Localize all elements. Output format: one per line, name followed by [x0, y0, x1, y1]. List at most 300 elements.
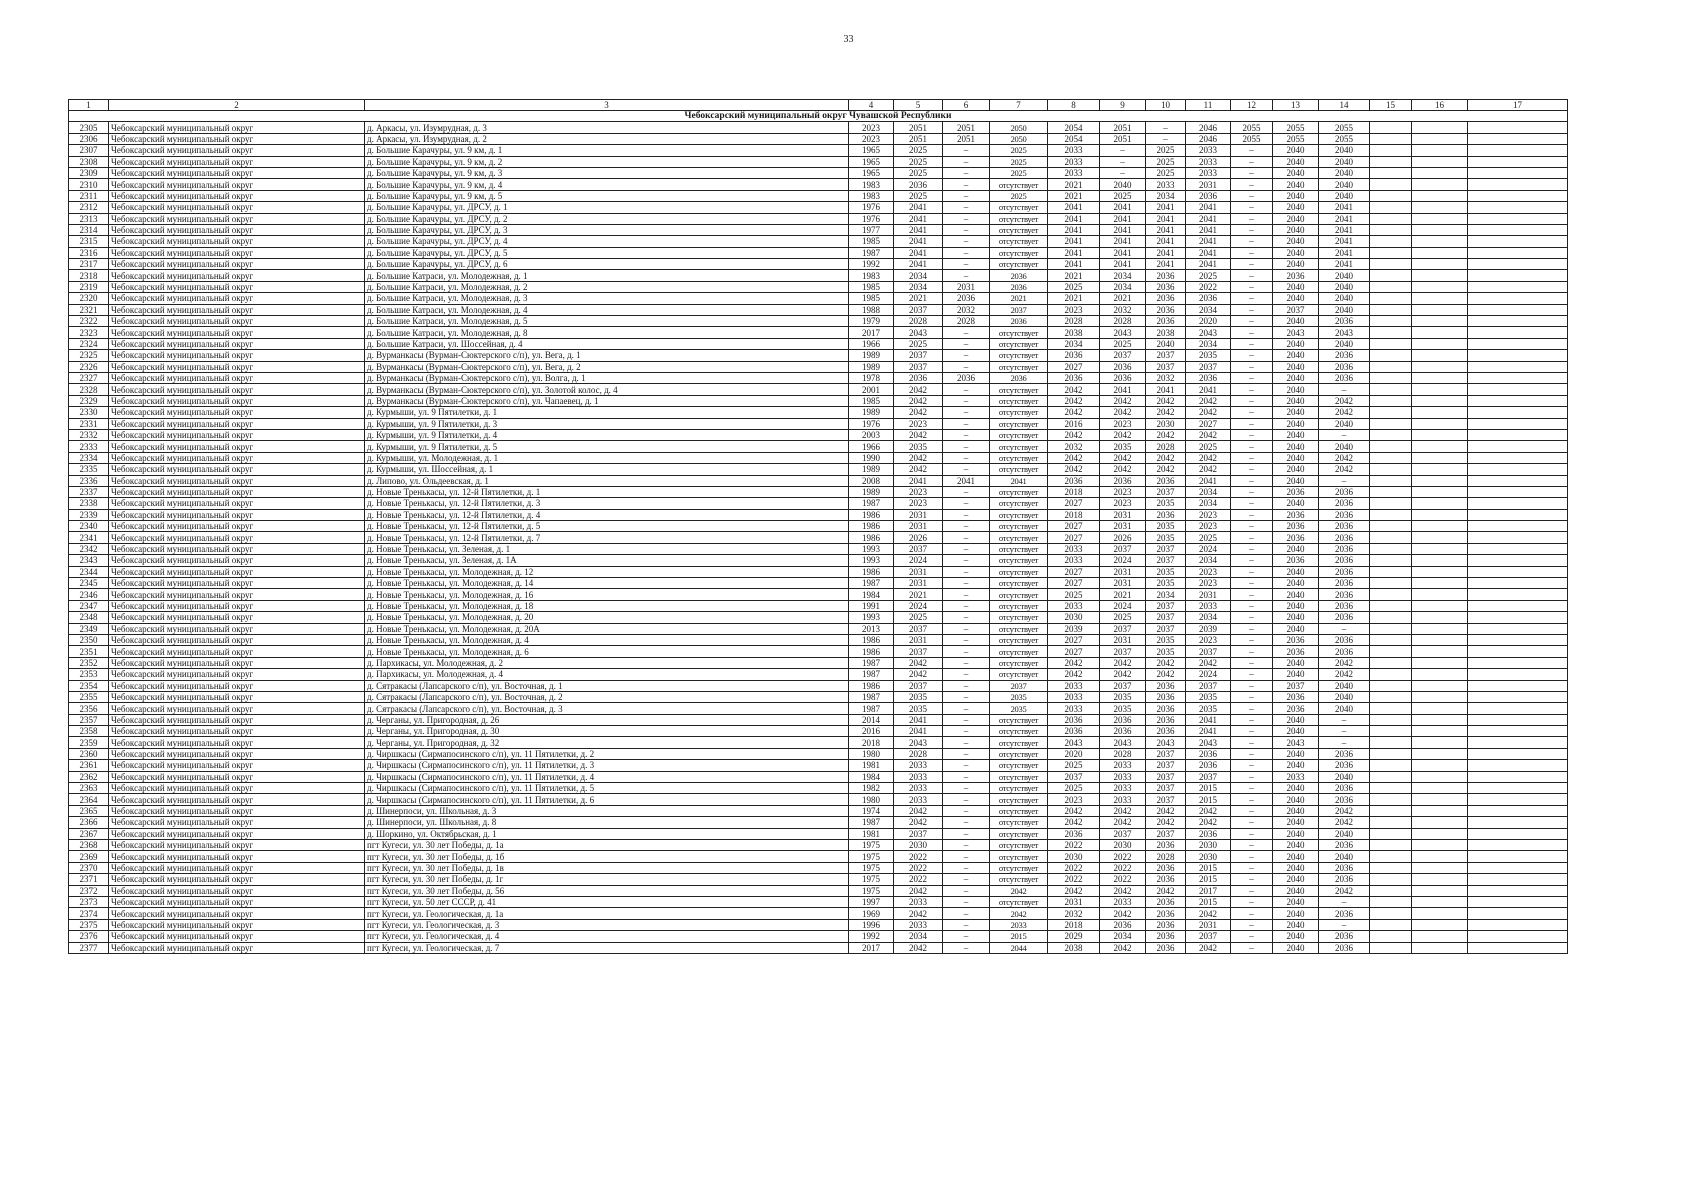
year-cell: 1987 [849, 578, 894, 589]
table-row [69, 862, 1568, 873]
value-cell: 2037 [1186, 680, 1231, 691]
row-number: 2376 [69, 931, 109, 942]
year-cell: 1993 [849, 555, 894, 566]
value-cell: 2034 [1186, 304, 1231, 315]
value-cell: 2042 [1100, 464, 1146, 475]
column-number: 2 [109, 100, 365, 111]
value-cell: 2051 [894, 122, 943, 133]
value-cell [1412, 452, 1468, 463]
year-cell: 1990 [849, 452, 894, 463]
value-cell: 2040 [1319, 828, 1370, 839]
value-cell: 2030 [1048, 612, 1100, 623]
value-cell: 2037 [1186, 361, 1231, 372]
value-cell: – [943, 600, 990, 611]
address-cell: д. Чиршкасы (Сирмапосинского с/п), ул. 11 Пятилетки, д. 5 [365, 783, 849, 794]
value-cell [1468, 817, 1568, 828]
year-cell: 1986 [849, 532, 894, 543]
value-cell: 2054 [1048, 122, 1100, 133]
value-cell: 2036 [1319, 555, 1370, 566]
value-cell: 2043 [894, 737, 943, 748]
value-cell: 2023 [894, 418, 943, 429]
value-cell: – [943, 202, 990, 213]
value-cell: 2042 [894, 942, 943, 953]
value-cell: отсутствует [990, 202, 1048, 213]
value-cell: 2015 [1186, 896, 1231, 907]
row-number: 2320 [69, 293, 109, 304]
value-cell: 2036 [1048, 350, 1100, 361]
value-cell: – [1231, 259, 1273, 270]
value-cell: – [1231, 646, 1273, 657]
table-row [69, 680, 1568, 691]
value-cell [1370, 714, 1412, 725]
value-cell: 2042 [1319, 452, 1370, 463]
value-cell: 2036 [1100, 372, 1146, 383]
value-cell: 2042 [1048, 384, 1100, 395]
address-cell: д. Вурманкасы (Вурман-Сюктерского с/п), ул. Чапаевец, д. 1 [365, 395, 849, 406]
value-cell: 2040 [1273, 783, 1319, 794]
value-cell: – [1319, 384, 1370, 395]
value-cell: 2042 [1146, 395, 1186, 406]
row-number: 2323 [69, 327, 109, 338]
municipality-cell: Чебоксарский муниципальный округ [109, 293, 365, 304]
value-cell: 2040 [1146, 338, 1186, 349]
value-cell [1370, 555, 1412, 566]
value-cell: 2040 [1273, 748, 1319, 759]
value-cell: 2027 [1048, 578, 1100, 589]
value-cell: – [1231, 771, 1273, 782]
value-cell: 2027 [1048, 521, 1100, 532]
address-cell: д. Большие Карачуры, ул. ДРСУ, д. 4 [365, 236, 849, 247]
value-cell: 2023 [1100, 418, 1146, 429]
address-cell: д. Черганы, ул. Пригородная, д. 26 [365, 714, 849, 725]
value-cell: 2036 [1319, 748, 1370, 759]
municipality-cell: Чебоксарский муниципальный округ [109, 646, 365, 657]
value-cell: отсутствует [990, 384, 1048, 395]
value-cell: – [1231, 270, 1273, 281]
row-number: 2368 [69, 840, 109, 851]
value-cell [1412, 771, 1468, 782]
value-cell: 2037 [1146, 543, 1186, 554]
value-cell: отсутствует [990, 532, 1048, 543]
value-cell: 2025 [1100, 338, 1146, 349]
value-cell: 2040 [1319, 293, 1370, 304]
value-cell [1468, 896, 1568, 907]
municipality-cell: Чебоксарский муниципальный округ [109, 862, 365, 873]
value-cell [1370, 634, 1412, 645]
value-cell: 2037 [894, 828, 943, 839]
value-cell: отсутствует [990, 896, 1048, 907]
value-cell [1370, 350, 1412, 361]
value-cell: 2028 [894, 748, 943, 759]
value-cell: – [943, 908, 990, 919]
value-cell [1370, 737, 1412, 748]
year-cell: 2017 [849, 942, 894, 953]
value-cell: 2034 [1100, 931, 1146, 942]
value-cell [1370, 475, 1412, 486]
municipality-cell: Чебоксарский муниципальный округ [109, 441, 365, 452]
value-cell: 2041 [1186, 726, 1231, 737]
value-cell: 2036 [1273, 532, 1319, 543]
value-cell [1370, 441, 1412, 452]
value-cell: 2040 [1273, 190, 1319, 201]
value-cell: 2040 [1319, 167, 1370, 178]
value-cell: 2026 [1100, 532, 1146, 543]
value-cell: – [943, 452, 990, 463]
value-cell: 2022 [1100, 862, 1146, 873]
value-cell: 2037 [1146, 828, 1186, 839]
value-cell: – [1319, 726, 1370, 737]
value-cell: 2036 [1319, 316, 1370, 327]
value-cell: 2040 [1273, 361, 1319, 372]
value-cell: 2025 [990, 190, 1048, 201]
value-cell: 2041 [1146, 202, 1186, 213]
value-cell [1370, 805, 1412, 816]
value-cell: 2043 [1319, 327, 1370, 338]
value-cell: 2040 [1319, 270, 1370, 281]
value-cell: 2033 [1048, 167, 1100, 178]
value-cell [1468, 623, 1568, 634]
value-cell: отсутствует [990, 350, 1048, 361]
row-number: 2312 [69, 202, 109, 213]
year-cell: 2003 [849, 429, 894, 440]
row-number: 2306 [69, 133, 109, 144]
value-cell [1468, 259, 1568, 270]
value-cell: 2042 [1146, 885, 1186, 896]
value-cell [1412, 486, 1468, 497]
value-cell [1412, 555, 1468, 566]
municipality-cell: Чебоксарский муниципальный округ [109, 771, 365, 782]
address-cell: д. Черганы, ул. Пригородная, д. 30 [365, 726, 849, 737]
value-cell: – [1319, 737, 1370, 748]
address-cell: д. Шинерпоси, ул. Школьная, д. 3 [365, 805, 849, 816]
value-cell: – [943, 885, 990, 896]
value-cell: 2023 [1186, 634, 1231, 645]
value-cell: – [1231, 281, 1273, 292]
value-cell [1468, 908, 1568, 919]
year-cell: 1979 [849, 316, 894, 327]
address-cell: д. Новые Тренькасы, ул. Молодежная, д. 12 [365, 566, 849, 577]
value-cell: 2022 [1100, 851, 1146, 862]
value-cell: – [943, 760, 990, 771]
value-cell: 2040 [1319, 703, 1370, 714]
value-cell [1412, 657, 1468, 668]
value-cell: – [943, 942, 990, 953]
value-cell: 2033 [1048, 680, 1100, 691]
value-cell: – [943, 509, 990, 520]
value-cell: – [1231, 372, 1273, 383]
value-cell: – [1231, 805, 1273, 816]
value-cell: – [1231, 748, 1273, 759]
value-cell: отсутствует [990, 486, 1048, 497]
value-cell: 2036 [1319, 931, 1370, 942]
value-cell [1468, 202, 1568, 213]
municipality-cell: Чебоксарский муниципальный округ [109, 737, 365, 748]
value-cell: – [943, 646, 990, 657]
row-number: 2341 [69, 532, 109, 543]
value-cell: 2033 [1100, 783, 1146, 794]
address-cell: д. Большие Катраси, ул. Молодежная, д. 2 [365, 281, 849, 292]
address-cell: д. Вурманкасы (Вурман-Сюктерского с/п), ул. Вега, д. 1 [365, 350, 849, 361]
table-row [69, 714, 1568, 725]
value-cell: 2040 [1273, 589, 1319, 600]
municipality-cell: Чебоксарский муниципальный округ [109, 760, 365, 771]
column-number: 8 [1048, 100, 1100, 111]
value-cell: 2040 [1319, 691, 1370, 702]
table-row [69, 498, 1568, 509]
value-cell: 2040 [1319, 338, 1370, 349]
value-cell: 2035 [1146, 521, 1186, 532]
value-cell: – [1231, 441, 1273, 452]
value-cell: 2040 [1273, 429, 1319, 440]
value-cell: 2037 [1186, 771, 1231, 782]
municipality-cell: Чебоксарский муниципальный округ [109, 498, 365, 509]
value-cell: 2042 [1319, 817, 1370, 828]
value-cell: 2023 [1048, 794, 1100, 805]
value-cell [1468, 543, 1568, 554]
value-cell: 2037 [1146, 350, 1186, 361]
value-cell: 2025 [894, 145, 943, 156]
value-cell: 2036 [1273, 509, 1319, 520]
row-number: 2319 [69, 281, 109, 292]
value-cell: – [1231, 452, 1273, 463]
value-cell: 2040 [1319, 418, 1370, 429]
value-cell: отсутствует [990, 179, 1048, 190]
value-cell: 2033 [894, 760, 943, 771]
value-cell: 2037 [1146, 760, 1186, 771]
value-cell: 2042 [1048, 452, 1100, 463]
value-cell: 2042 [1100, 885, 1146, 896]
table-row [69, 703, 1568, 714]
value-cell [1370, 281, 1412, 292]
value-cell: отсутствует [990, 429, 1048, 440]
value-cell [1370, 361, 1412, 372]
row-number: 2334 [69, 452, 109, 463]
value-cell: 2042 [894, 817, 943, 828]
value-cell: 2036 [1146, 862, 1186, 873]
address-cell: пгт Кугеси, ул. 30 лет Победы, д. 1г [365, 874, 849, 885]
value-cell [1468, 281, 1568, 292]
year-cell: 1985 [849, 236, 894, 247]
value-cell: 2028 [1048, 316, 1100, 327]
value-cell [1468, 475, 1568, 486]
value-cell: – [1231, 703, 1273, 714]
value-cell: 2042 [894, 908, 943, 919]
value-cell [1412, 931, 1468, 942]
table-row [69, 316, 1568, 327]
value-cell: 2041 [1186, 714, 1231, 725]
value-cell: – [943, 794, 990, 805]
value-cell [1468, 270, 1568, 281]
value-cell [1412, 612, 1468, 623]
value-cell: 2040 [1273, 942, 1319, 953]
value-cell: 2033 [1146, 179, 1186, 190]
year-cell: 2018 [849, 737, 894, 748]
value-cell: 2040 [1273, 885, 1319, 896]
value-cell [1468, 794, 1568, 805]
value-cell: 2037 [1100, 828, 1146, 839]
value-cell: отсутствует [990, 817, 1048, 828]
row-number: 2370 [69, 862, 109, 873]
value-cell: 2034 [1186, 498, 1231, 509]
value-cell [1370, 418, 1412, 429]
value-cell [1370, 407, 1412, 418]
value-cell: 2040 [1273, 805, 1319, 816]
municipality-cell: Чебоксарский муниципальный округ [109, 179, 365, 190]
value-cell: 2024 [1100, 555, 1146, 566]
value-cell: 2041 [1100, 236, 1146, 247]
value-cell [1370, 270, 1412, 281]
municipality-cell: Чебоксарский муниципальный округ [109, 783, 365, 794]
value-cell: 2055 [1319, 122, 1370, 133]
value-cell [1412, 896, 1468, 907]
year-cell: 1989 [849, 407, 894, 418]
value-cell: 2036 [1146, 304, 1186, 315]
value-cell: – [1231, 623, 1273, 634]
table-row [69, 840, 1568, 851]
value-cell: 2027 [1048, 498, 1100, 509]
value-cell: 2036 [1186, 293, 1231, 304]
value-cell [1468, 748, 1568, 759]
municipality-cell: Чебоксарский муниципальный округ [109, 407, 365, 418]
value-cell: 2040 [1273, 202, 1319, 213]
value-cell: 2036 [1319, 942, 1370, 953]
value-cell: 2037 [1146, 794, 1186, 805]
address-cell: д. Большие Катраси, ул. Молодежная, д. 3 [365, 293, 849, 304]
value-cell: – [1100, 156, 1146, 167]
table-row [69, 247, 1568, 258]
value-cell: 2042 [1319, 395, 1370, 406]
value-cell [1412, 714, 1468, 725]
value-cell: 2036 [1048, 475, 1100, 486]
value-cell: 2041 [1186, 236, 1231, 247]
row-number: 2349 [69, 623, 109, 634]
value-cell: – [1100, 145, 1146, 156]
value-cell: 2025 [894, 190, 943, 201]
value-cell [1412, 316, 1468, 327]
value-cell: 2025 [1186, 270, 1231, 281]
value-cell: 2036 [1273, 691, 1319, 702]
municipality-cell: Чебоксарский муниципальный округ [109, 657, 365, 668]
value-cell [1468, 703, 1568, 714]
value-cell: 2036 [1319, 783, 1370, 794]
address-cell: д. Большие Карачуры, ул. ДРСУ, д. 1 [365, 202, 849, 213]
value-cell: отсутствует [990, 760, 1048, 771]
address-cell: д. Курмыши, ул. Молодежная, д. 1 [365, 452, 849, 463]
address-cell: д. Сятракасы (Лапсарского с/п), ул. Восточная, д. 3 [365, 703, 849, 714]
value-cell: 2036 [1048, 372, 1100, 383]
value-cell: – [1231, 486, 1273, 497]
value-cell: – [943, 805, 990, 816]
year-cell: 2013 [849, 623, 894, 634]
value-cell: 2021 [894, 293, 943, 304]
address-cell: д. Пархикасы, ул. Молодежная, д. 4 [365, 669, 849, 680]
municipality-cell: Чебоксарский муниципальный округ [109, 384, 365, 395]
value-cell [1468, 760, 1568, 771]
value-cell: 2026 [894, 532, 943, 543]
year-cell: 1985 [849, 395, 894, 406]
year-cell: 1966 [849, 338, 894, 349]
value-cell [1370, 669, 1412, 680]
value-cell [1370, 908, 1412, 919]
column-number: 16 [1412, 100, 1468, 111]
address-cell: д. Черганы, ул. Пригородная, д. 32 [365, 737, 849, 748]
value-cell [1412, 395, 1468, 406]
value-cell: – [1231, 634, 1273, 645]
value-cell [1412, 372, 1468, 383]
value-cell: отсутствует [990, 657, 1048, 668]
value-cell [1370, 691, 1412, 702]
value-cell [1370, 817, 1412, 828]
value-cell: 2037 [1146, 748, 1186, 759]
year-cell: 1987 [849, 657, 894, 668]
year-cell: 1980 [849, 794, 894, 805]
value-cell: 2021 [1048, 293, 1100, 304]
value-cell: – [1231, 304, 1273, 315]
table-row [69, 167, 1568, 178]
value-cell: 2041 [1186, 213, 1231, 224]
value-cell [1468, 384, 1568, 395]
value-cell: 2042 [1100, 395, 1146, 406]
value-cell: 2037 [1146, 361, 1186, 372]
municipality-cell: Чебоксарский муниципальный округ [109, 942, 365, 953]
table-row [69, 794, 1568, 805]
municipality-cell: Чебоксарский муниципальный округ [109, 851, 365, 862]
value-cell: – [943, 634, 990, 645]
year-cell: 1975 [849, 851, 894, 862]
value-cell [1468, 498, 1568, 509]
year-cell: 1986 [849, 634, 894, 645]
address-cell: пгт Кугеси, ул. 30 лет Победы, д. 1б [365, 851, 849, 862]
value-cell [1468, 600, 1568, 611]
value-cell [1412, 805, 1468, 816]
value-cell [1370, 224, 1412, 235]
value-cell: 2041 [1319, 224, 1370, 235]
value-cell: 2036 [1146, 919, 1186, 930]
value-cell: 2036 [1319, 612, 1370, 623]
value-cell: – [1231, 919, 1273, 930]
value-cell: отсутствует [990, 327, 1048, 338]
year-cell: 1974 [849, 805, 894, 816]
value-cell: 2036 [1319, 372, 1370, 383]
value-cell [1370, 452, 1412, 463]
value-cell: 2036 [943, 372, 990, 383]
value-cell: 2034 [1048, 338, 1100, 349]
value-cell [1412, 578, 1468, 589]
row-number: 2347 [69, 600, 109, 611]
value-cell: 2043 [1273, 737, 1319, 748]
value-cell [1370, 748, 1412, 759]
value-cell: 2042 [1100, 817, 1146, 828]
value-cell: 2042 [1319, 805, 1370, 816]
value-cell: 2042 [1186, 429, 1231, 440]
value-cell: – [943, 919, 990, 930]
value-cell: 2042 [1186, 452, 1231, 463]
value-cell [1468, 714, 1568, 725]
table-row [69, 452, 1568, 463]
value-cell [1370, 259, 1412, 270]
value-cell: – [943, 350, 990, 361]
value-cell: 2041 [990, 475, 1048, 486]
column-number-row [69, 100, 1568, 111]
value-cell: отсутствует [990, 612, 1048, 623]
address-cell: д. Чиршкасы (Сирмапосинского с/п), ул. 11 Пятилетки, д. 3 [365, 760, 849, 771]
row-number: 2346 [69, 589, 109, 600]
row-number: 2305 [69, 122, 109, 133]
value-cell: 2046 [1186, 122, 1231, 133]
value-cell [1370, 566, 1412, 577]
value-cell: – [943, 589, 990, 600]
year-cell: 1966 [849, 441, 894, 452]
